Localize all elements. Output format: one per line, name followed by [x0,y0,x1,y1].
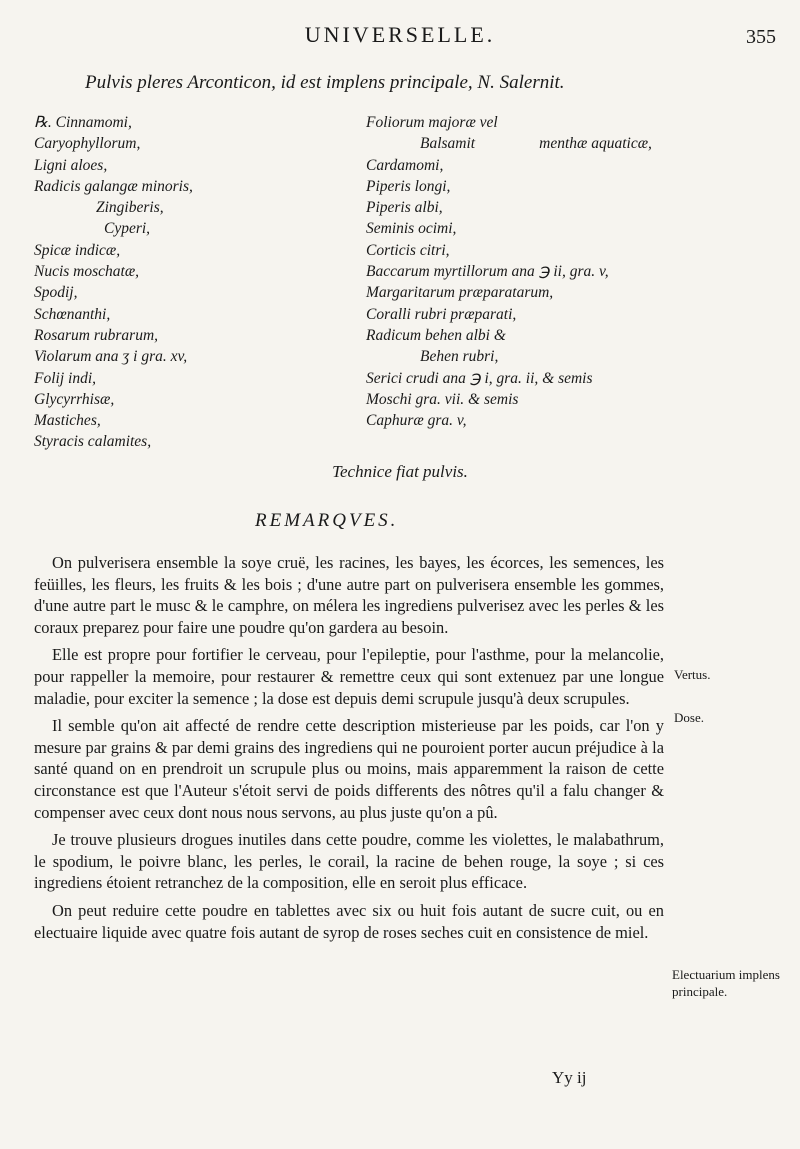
ingredient-line [366,410,786,431]
ingredient-line [366,112,786,133]
ingredient-line [366,261,786,282]
ingredient-line [34,155,354,176]
ingredient-text: Cardamomi, [366,156,444,174]
ingredient-line [34,176,354,197]
ingredient-text: Glycyrrhisæ, [34,390,115,408]
ingredient-line [34,304,354,325]
ingredient-line [34,133,354,154]
ingredient-text: Radicum behen albi & [366,326,506,344]
margin-note-dose: Dose. [674,710,704,725]
paragraph: Elle est propre pour fortifier le cerveau, pour l'epileptie, pour l'asthme, pour la melancolie, pour rappeller la memoire, pour restaurer & remettre ceux qui sont extenuez par une longue maladie, pour exciter la semence ; la dose est depuis demi scrupule jusqu'à deux scrupules. [34,645,664,708]
paragraph: Il semble qu'on ait affecté de rendre cette description misterieuse par les poids, car l'on y mesure par grains & par demi grains des ingrediens qui ne pouroient porter aucun préjudice à la santé quand on en prendroit un scrupule plus ou moins, mais apparemment la raison de cette circonstance est que l'Auteur s'étoit servi de poids differents des nôtres qu'il a falu changer & compenser avec ceux dont nous nous servons, au plus juste qu'on a pû. [34,716,664,822]
ingredient-text: Caryophyllorum, [34,135,141,153]
page-number: 355 [746,26,776,48]
ingredient-text: Radicis galangæ minoris, [34,177,193,195]
paragraph: On peut reduire cette poudre en tablettes avec six ou huit fois autant de sucre cuit, ou en electuaire liquide avec quatre fois autant de syrop de roses seches cuit en consistence de miel. [34,900,664,942]
ingredient-list-right [366,112,786,431]
ingredient-text: Margaritarum præparatarum, [366,284,554,302]
ingredient-text: ℞. Cinnamomi, [34,114,132,131]
ingredient-line [34,389,354,410]
ingredient-text: Baccarum myrtillorum ana ℈ ii, gra. v, [366,263,609,281]
ingredient-line [34,197,354,218]
ingredient-text: Caphuræ gra. v, [366,412,467,430]
ingredient-text: Moschi gra. vii. & semis [366,390,519,408]
ingredient-text: Piperis albi, [366,199,443,217]
ingredient-line [366,304,786,325]
ingredient-line [34,218,354,239]
ingredient-line [34,325,354,346]
remarques-body [34,552,664,949]
ingredient-line [366,133,786,154]
ingredient-text: Coralli rubri præparati, [366,305,517,323]
ingredient-text: Behen rubri, [420,348,499,366]
ingredient-line [366,325,786,346]
ingredient-line [34,261,354,282]
ingredient-text: Ligni aloes, [34,156,108,174]
margin-note-electuarium: Electuarium implens principale. [672,967,780,999]
ingredient-text: Corticis citri, [366,241,450,259]
recipe-instruction: Technice fiat pulvis. [332,462,468,481]
ingredient-text: Rosarum rubrarum, [34,326,159,344]
ingredient-text: Mastiches, [34,412,101,430]
recipe-title: Pulvis pleres Arconticon, id est implens principale, N. Salernit. [85,72,565,93]
ingredient-line [34,431,354,452]
ingredient-text: Nucis moschatæ, [34,263,140,281]
ingredient-line [366,368,786,389]
ingredient-line [366,282,786,303]
ingredient-text: Balsamit [420,135,476,153]
ingredient-text: Seminis ocimi, [366,220,457,238]
paragraph: On pulverisera ensemble la soye cruë, les racines, les bayes, les écorces, les semences, les feüilles, les fleurs, les fruits & les bois ; d'une autre part on pulverisera ensemble les gommes, d'une autre part le musc & le camphre, on mélera les ingrediens pulverisez avec les perles & les coraux preparez pour faire une poudre qu'on gardera au besoin. [34,553,664,637]
signature-mark: Yy ij [552,1068,587,1087]
ingredient-text: Serici crudi ana ℈ i, gra. ii, & semis [366,369,593,387]
ingredient-line [366,155,786,176]
ingredient-line [366,218,786,239]
ingredient-text: Cyperi, [104,220,151,238]
ingredient-line [34,346,354,367]
ingredient-text: Styracis calamites, [34,433,152,451]
ingredient-line [34,368,354,389]
paragraph: Je trouve plusieurs drogues inutiles dans cette poudre, comme les violettes, le malabathrum, le spodium, le poivre blanc, les perles, le corail, la racine de behen rouge, la soye ; si ces ingrediens étoient retranchez de la composition, elle en seroit plus efficace. [34,830,664,893]
ingredient-text: Folij indi, [34,369,96,387]
ingredient-text: Piperis longi, [366,177,451,195]
ingredient-line [34,112,354,133]
ingredient-line [34,240,354,261]
ingredient-text: Schœnanthi, [34,305,111,323]
ingredient-list-left [34,112,354,453]
ingredient-line [34,410,354,431]
ingredient-line [366,240,786,261]
ingredient-text: Spodij, [34,284,78,302]
remarques-heading: REMARQVES. [255,510,399,531]
ingredient-line [34,282,354,303]
ingredient-line [366,346,786,367]
ingredient-text: Violarum ana ʒ i gra. xv, [34,348,188,366]
margin-note-vertus: Vertus. [674,667,711,682]
running-head: UNIVERSELLE. [304,22,496,47]
ingredient-text: Foliorum majoræ vel [366,114,498,131]
ingredient-line [366,389,786,410]
ingredient-text: Spicæ indicæ, [34,241,121,259]
ingredient-extra: menthæ aquaticæ, [539,135,652,153]
ingredient-text: Zingiberis, [96,199,164,217]
ingredient-line [366,197,786,218]
ingredient-line [366,176,786,197]
